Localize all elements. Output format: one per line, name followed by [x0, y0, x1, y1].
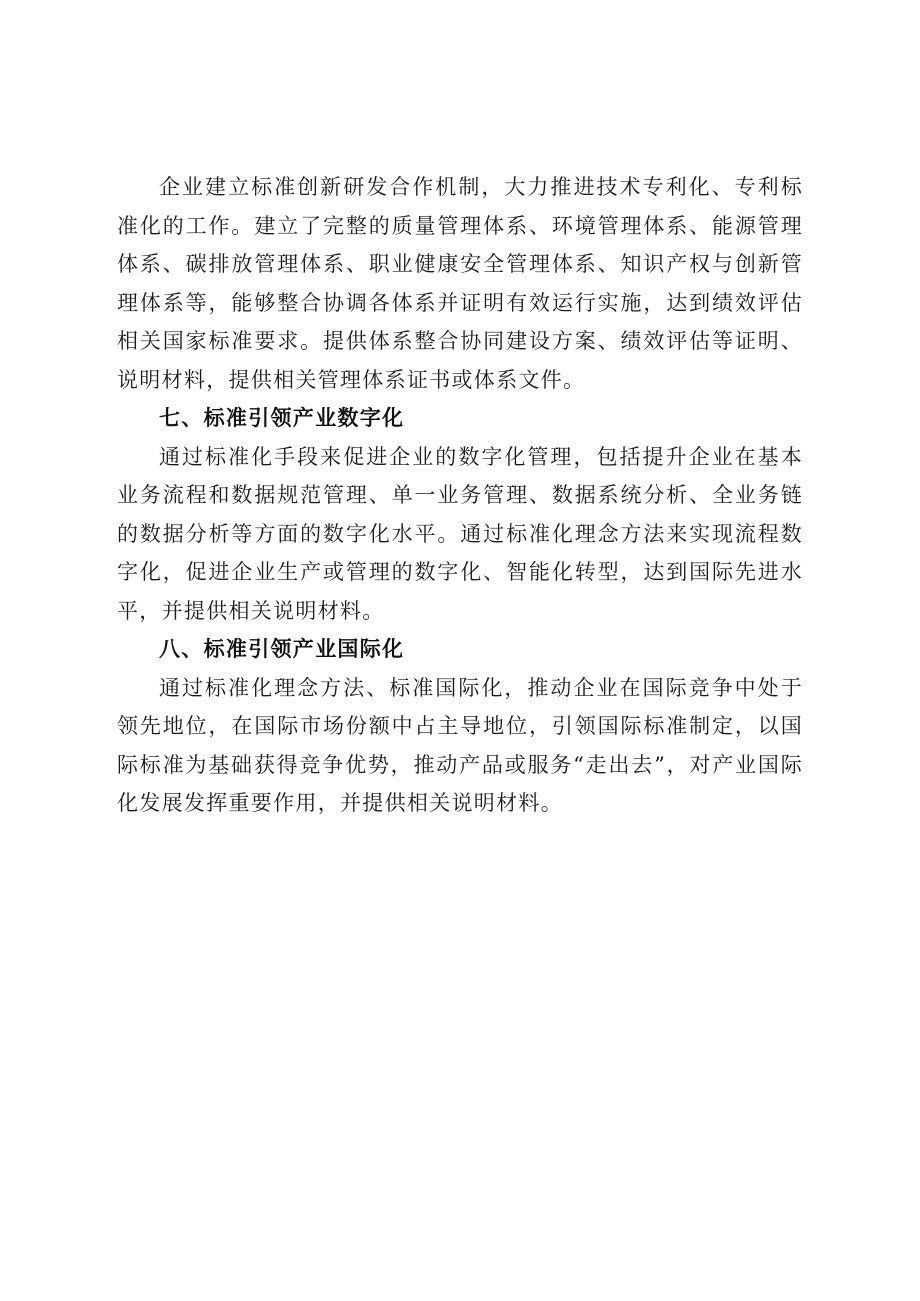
paragraph-digitalization: 通过标准化手段来促进企业的数字化管理，包括提升企业在基本业务流程和数据规范管理、单一业务管理、数据系统分析、全业务链的数据分析等方面的数字化水平。通过标准化理念方法来实现流程数字化，促进企业生产或管理的数字化、智能化转型，达到国际先进水平，并提供相关说明材料。 — [117, 444, 803, 623]
document-body — [117, 168, 803, 823]
paragraph-standards-innovation: 企业建立标准创新研发合作机制，大力推进技术专利化、专利标准化的工作。建立了完整的质量管理体系、环境管理体系、能源管理体系、碳排放管理体系、职业健康安全管理体系、知识产权与创新管理体系等，能够整合协调各体系并证明有效运行实施，达到绩效评估相关国家标准要求。提供体系整合协同建设方案、绩效评估等证明、说明材料，提供相关管理体系证书或体系文件。 — [117, 175, 803, 392]
section-heading-internationalization: 八、标准引领产业国际化 — [159, 637, 405, 661]
paragraph-internationalization: 通过标准化理念方法、标准国际化，推动企业在国际竞争中处于领先地位，在国际市场份额中占主导地位，引领国际标准制定，以国际标准为基础获得竞争优势，推动产品或服务“走出去”，对产业国际化发展发挥重要作用，并提供相关说明材料。 — [117, 675, 803, 815]
section-heading-digitalization: 七、标准引领产业数字化 — [159, 406, 405, 430]
